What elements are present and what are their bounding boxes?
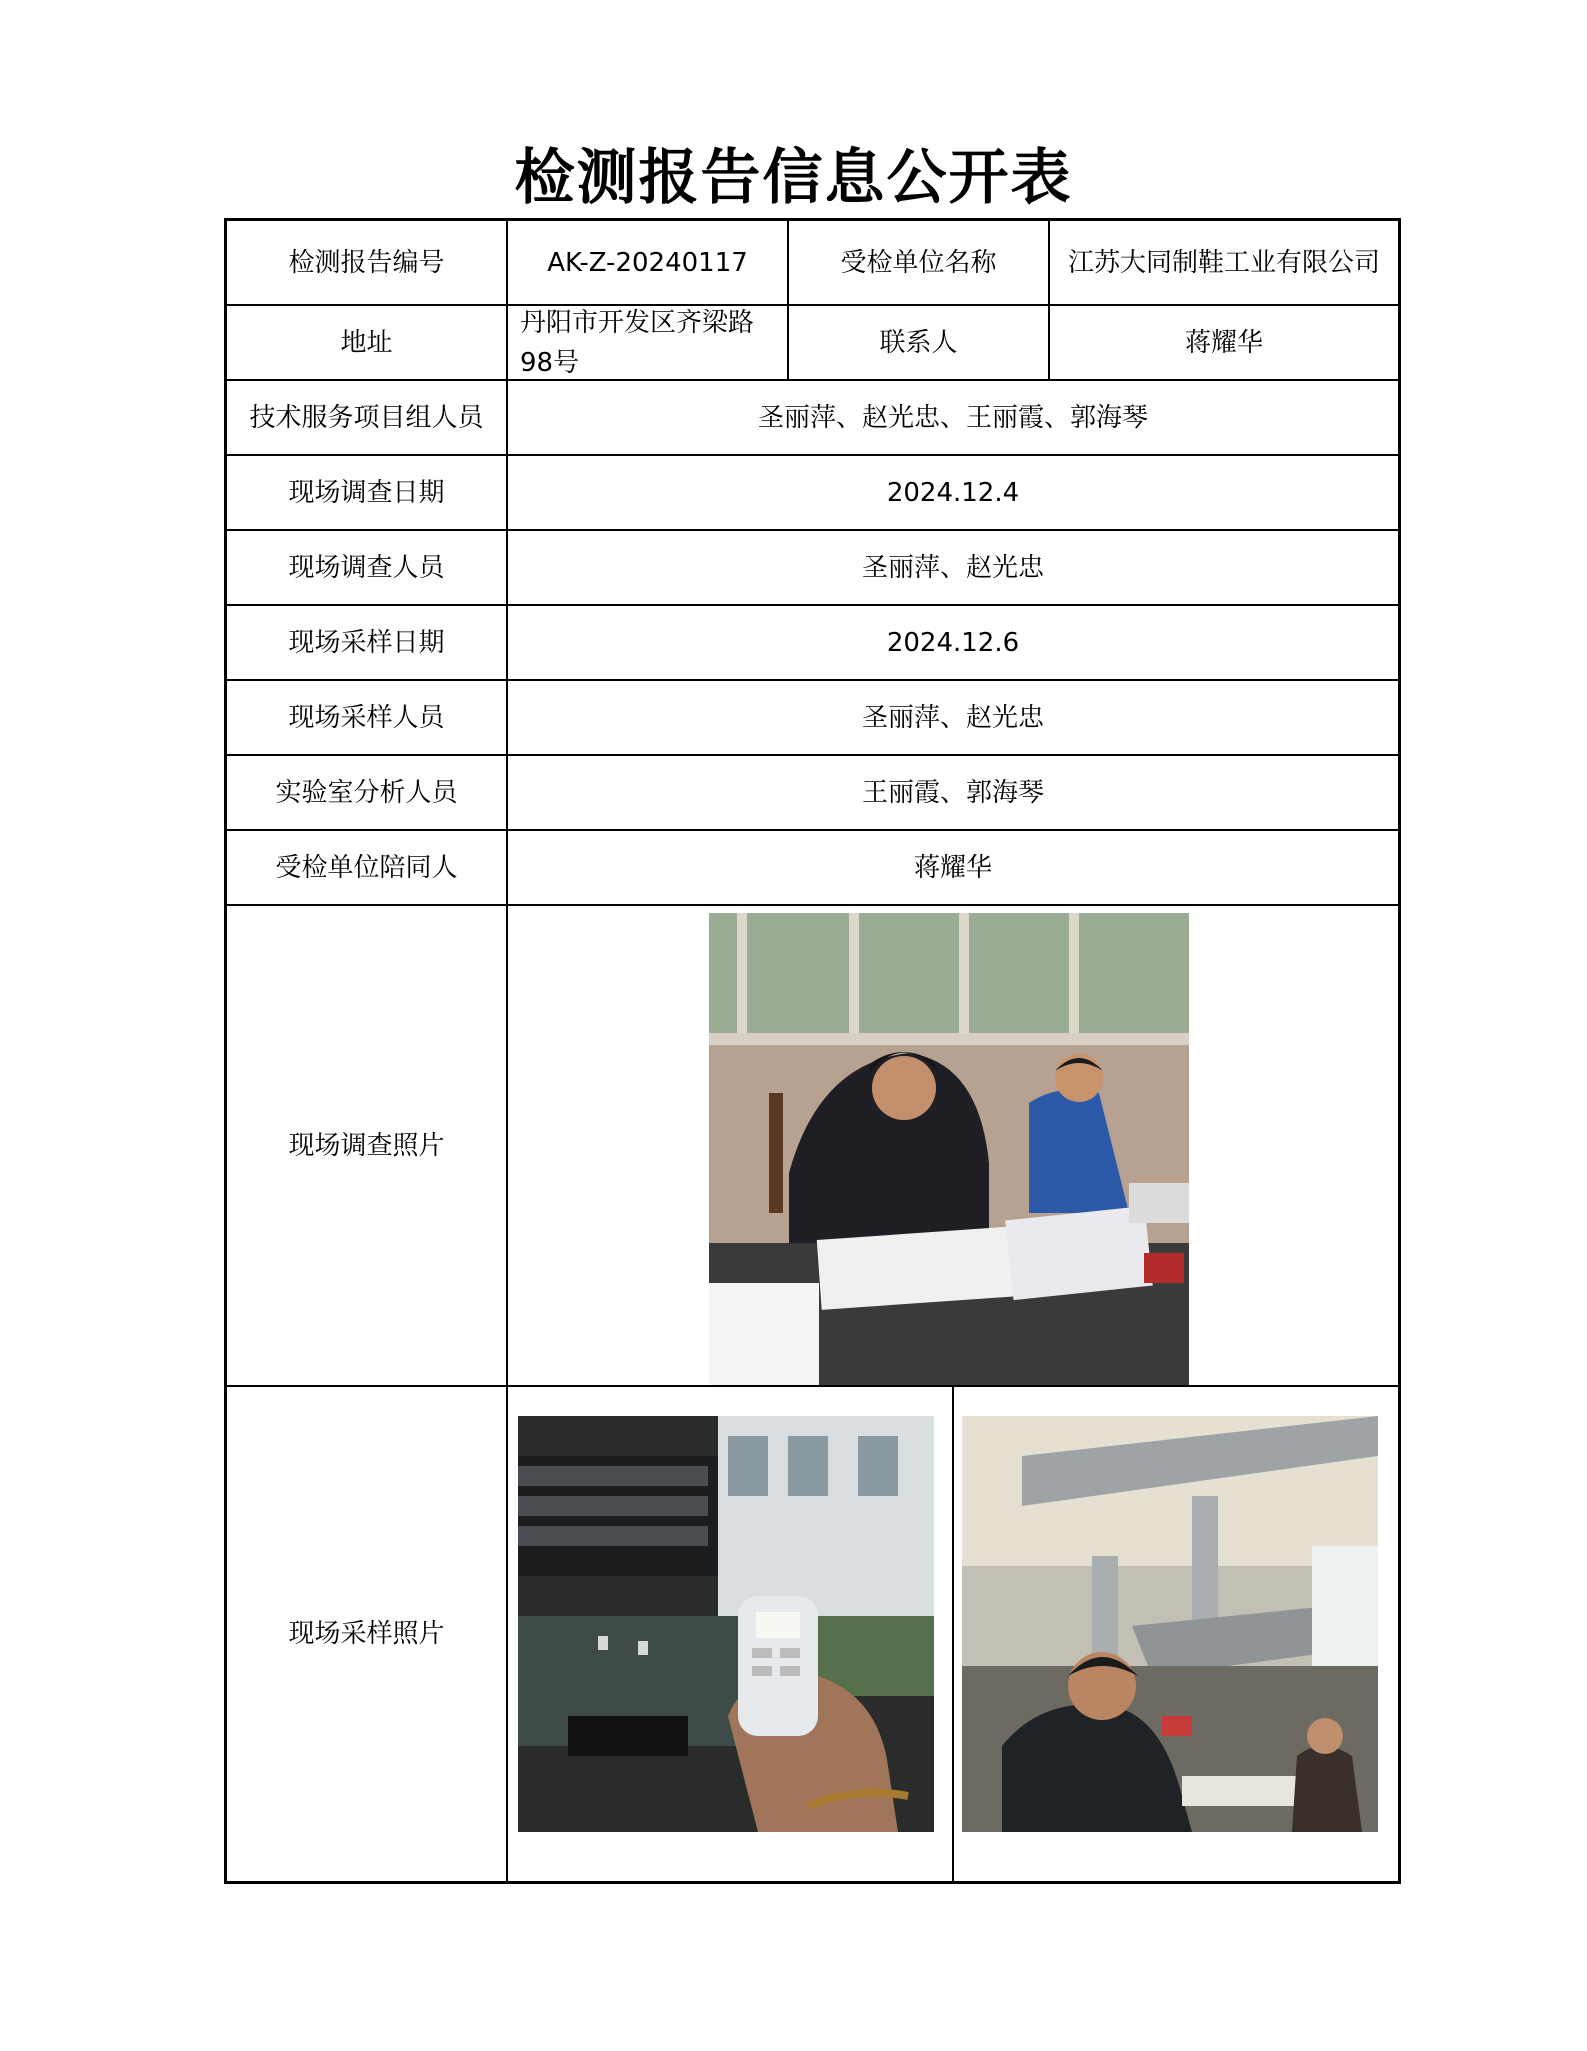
- sample-staff-label: 现场采样人员: [288, 702, 445, 733]
- column-divider: [952, 1385, 954, 1881]
- contact-value: 蒋耀华: [1184, 327, 1263, 358]
- unit-value: 江苏大同制鞋工业有限公司: [1067, 247, 1380, 278]
- address-label: 地址: [340, 327, 393, 358]
- report-no-label: 检测报告编号: [288, 247, 445, 278]
- team-value: 圣丽萍、赵光忠、王丽霞、郭海琴: [757, 402, 1148, 433]
- workshop-photo: [962, 1416, 1378, 1832]
- report-no-value: AK-Z-20240117: [547, 247, 748, 278]
- sample-date-label: 现场采样日期: [288, 627, 445, 658]
- address-value: 丹阳市开发区齐梁路98号: [520, 307, 755, 378]
- info-table: [224, 218, 1401, 1884]
- noise-meter-photo: [518, 1416, 934, 1832]
- page-title: 检测报告信息公开表: [514, 143, 1073, 213]
- escort-label: 受检单位陪同人: [275, 852, 458, 883]
- survey-staff-label: 现场调查人员: [288, 552, 445, 583]
- sample-photo-label: 现场采样照片: [288, 1619, 445, 1649]
- team-label: 技术服务项目组人员: [249, 402, 484, 433]
- office-survey-photo: [709, 913, 1189, 1385]
- survey-staff-value: 圣丽萍、赵光忠: [861, 552, 1044, 583]
- survey-date-label: 现场调查日期: [288, 477, 445, 508]
- contact-label: 联系人: [879, 327, 958, 358]
- lab-staff-value: 王丽霞、郭海琴: [861, 777, 1044, 808]
- survey-photo-label: 现场调查照片: [288, 1130, 445, 1161]
- sample-date-value: 2024.12.6: [886, 627, 1020, 658]
- lab-staff-label: 实验室分析人员: [275, 777, 458, 808]
- survey-date-value: 2024.12.4: [886, 477, 1020, 508]
- escort-value: 蒋耀华: [913, 852, 992, 883]
- sample-staff-value: 圣丽萍、赵光忠: [861, 702, 1044, 733]
- unit-label: 受检单位名称: [840, 247, 997, 278]
